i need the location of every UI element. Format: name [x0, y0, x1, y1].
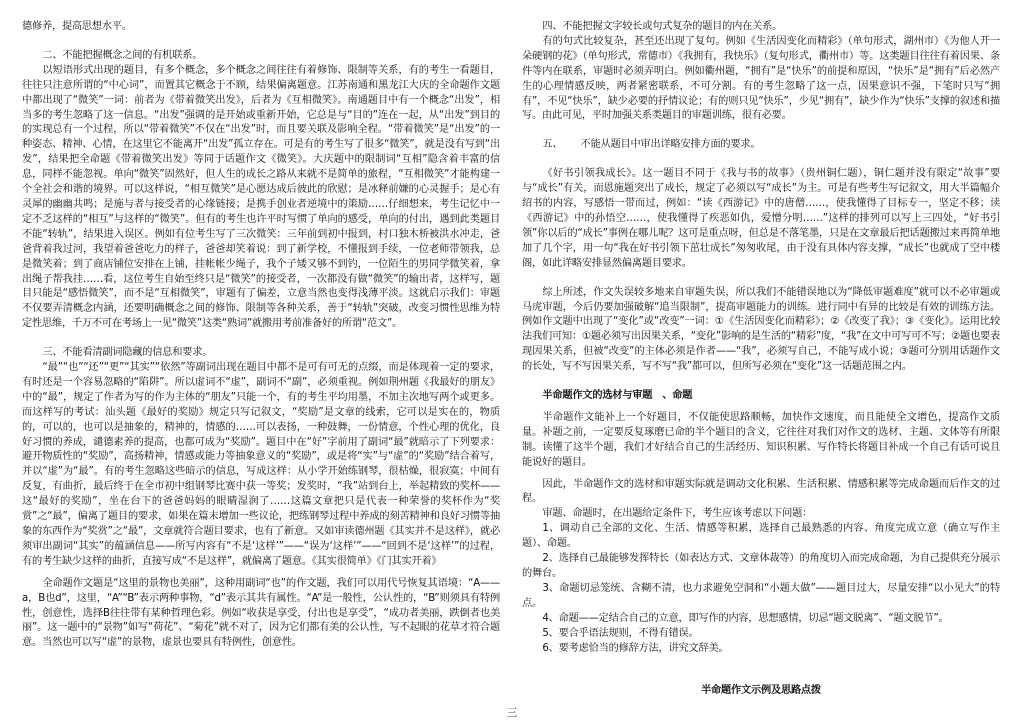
- paragraph: 德修养，提高思想水平。: [22, 21, 132, 32]
- spacer: [522, 656, 1000, 670]
- list-item: 6、要考虑恰当的修辞方法，讲究文辞美。: [542, 642, 729, 654]
- spacer: [522, 375, 1000, 389]
- section-heading-7: 半命题作文示例及思路点拨: [701, 685, 821, 697]
- spacer: [522, 124, 1000, 138]
- section-heading-4: 四、不能把握文字较长或句式复杂的题目的内在关系。: [542, 21, 783, 32]
- heading-number: 五、: [542, 139, 563, 151]
- spacer: [22, 570, 500, 577]
- section-heading-3: 三、不能看清副词隐藏的信息和要求。: [42, 347, 213, 359]
- list-item: 3、命题切忌笼统、含糊不清，也力求避免空洞和“小题大做”——题目过大，尽量安排“以小见大”的特点。: [522, 582, 1000, 609]
- list-item: 5、要合乎语法规则，不得有错误。: [542, 627, 699, 639]
- paragraph: 有的句式比较复杂，甚至还出现了复句。例如《生活因变化而精彩》（单句形式，湖州市）《为他人开一朵硬钢的花》（单句形式，常德市）《我拥有，我快乐》（复句形式，衢州市）等。这类题目往往有着因果、条件等内在联系，审题时必须弄明白。例如衢州题，“拥有”是“快乐”的前提和原因，“快乐”是“拥有”后必然产生的心理情感反映，两者紧密联系，不可分割。有的考生忽略了这一点，因果意识不强，下笔时只写“拥有”，不见“快乐”，缺少必要的抒情议论；有的则只见“快乐”，少见“拥有”，缺少作为“快乐”支撑的叙述和描写。由此可见，平时加强关系类题目的审题训练，很有必要。: [522, 35, 1000, 122]
- paragraph: 综上所述，作文失误较多地来自审题失误，所以我们不能错误地以为“降低审题难度”就可以不必审题或马虎审题，今后仍要加强破解“追当限制”，提高审题能力的训练。进行同中有异的比较是有效的训练方法。例如作文题中出现了“变化”或“改变”一词：①《生活因变化而精彩》；②《改变了我》；③《变化》。运用比较法我们可知：①题必须写出因果关系，“变化”影响的是生活的“精彩”度，“我”在文中可写可不写；②题也要表现因果关系，但被“改变”的主体必须是作者——“我”，必须写自己，不能写成小说；③题可分别用话题作文的长处，写不写因果关系，写不写“我”都可以，但所写必须在“变化”这一话题范围之内。: [522, 286, 1000, 373]
- heading-text: 、命题: [662, 390, 693, 402]
- paragraph: 因此，半命题作文的选材和审题实际就是调动文化积累、生活积累、情感积累等完成命题而后作文的过程。: [522, 478, 1000, 505]
- spacer: [522, 670, 1000, 684]
- spacer: [522, 272, 1000, 286]
- paragraph: 半命题作文能补上一个好题目，不仅能使思路顺畅，加快作文速度，而且能使全文增色，提高作文质量。补题之前，一定要反复琢磨已命的半个题目的含义，它往往对我们对作文的选材、主题、文体等有所限制。读懂了这半个题，我们才好结合自己的生活经历、知识积累、写作特长将题目补成一个自己有话可说且能说好的题目。: [522, 411, 1000, 468]
- list-item: 1、调动自己全部的文化、生活、情感等积累，选择自己最熟悉的内容、角度完成立意（确立写作主题）、命题。: [522, 523, 1000, 550]
- spacer: [22, 332, 500, 346]
- list-item: 2、选择自己最能够发挥特长（如表达方式、文章体裁等）的角度切入而完成命题，为自己提供充分展示的舞台。: [522, 553, 1000, 579]
- spacer: [22, 35, 500, 49]
- paragraph: 以短语形式出现的题目，有多个概念，多个概念之间往往有着修饰、限制等关系，有的考生一看题目，往往只注意所谓的“中心词”，而置其它概念于不顾，结果偏离题意。江苏南通和黑龙江大庆的全命题作文题中都出现了“微笑”一词：前者为《带着微笑出发》，后者为《互相微笑》。南通题目中有一个概念“出发”，相当多的考生忽略了这一信息。“出发”强调的是开始或重新开始，它总是与“目的”连在一起，从“出发”到目的的实现总有一个过程，所以“带着微笑”不仅在“出发”时，而且要关联及影响全程。“带着微笑”是“出发”的一种姿态、精神、心情，在这里它不能离开“出发”孤立存在。可是有的考生写了很多“微笑”，就是没有写到“出发”，结果把全命题《带着微笑出发》等同于话题作文《微笑》。大庆题中的限制词“互相”隐含着丰富的信息，同样不能忽视。单向“微笑”固然好，但人生的成长之路从来就不是简单的旅程，“互相微笑”才能构建一个全社会和谐的境界。可以这样说，“相互微笑”是心愿达成后彼此的欣慰；是冰释前嫌的心灵握手；是心有灵犀的幽幽共鸣；是施与者与接受者的心缘链接；是携手创业者逆境中的策励……仔细想来，考生记忆中一定不乏这样的“相互”与这样的“微笑”。但有的考生也许平时写惯了单向的感受，单向的付出，遇到此类题目不能“转轨”，结果进入误区。例如有位考生写了三次微笑：三年前到初中报到，村口独木桥被洪水冲走，爸爸背着我过河，我望着爸爸吃力的样子，爸爸却笑着说：到了新学校，不懂报到手续，一位老师带领我，总是微笑着；到了商店铺位安排在上铺，挂帐帐少绳子，我个子矮又够不到钓，一位陌生的男同学微笑着，拿出绳子帮我挂……看，这位考生自始至终只是“微笑”的接受者，一次都没有做“微笑”的输出者，这样写，题目只能是“感悟微笑”，而不是“互相微笑”，审题有了偏差，立意当然也变得浅薄平淡。这就启示我们：审题不仅要弄清概念内涵，还要明确概念之间的修饰、限制等各种关系，善于“转轨”突破，改变习惯性思维为特定性思维，千万不可在考场上一见“微笑”这类“熟词”就搬用考前准备好的所谓“范文”。: [22, 64, 500, 330]
- spacer: [522, 404, 1000, 411]
- spacer: [522, 471, 1000, 478]
- right-column: [522, 20, 1000, 699]
- section-heading-6: [522, 389, 1000, 404]
- spacer: [522, 153, 1000, 167]
- paragraph: 全命题作文题是“这里的景物也美丽”，这种用副词“也”的作文题，我们可以用代号恢复其语境：“A——a，B也d”，这里，“A”“B”表示两种事物，“d”表示其共有属性。“A”是一般性，公认性的，“B”则须具有特例性，创意性，选择B往往带有某种哲理色彩。例如“收获是享受，付出也是享受”，“成功者美丽，跌倒者也美丽”。这一题中的“景物”如写“荷花”、“菊花”就不对了，因为它们都有美的公认性，写不起眼的花草才符合题意。当然也可以写“虚”的景物，虚景也要具有特例性，创意性。: [22, 577, 500, 649]
- paragraph: “最”“也”“还”“更”“其实”“依然”等副词出现在题目中都不是可有可无的点缀，而是体现着一定的要求，有时还是一个容易忽略的“陷阱”。所以虚词不“虚”，副词不“副”，必须重视。例如荆州题《我最好的朋友》中的“最”，规定了作者为写的作为主体的“朋友”只能一个，有的考生平均用墨，不加主次地写两个或更多。而这样写的考试：汕头题《最好的奖励》规定只写记叙文，“奖励”是文章的线索，它可以是实在的，物质的，可以的，也可以是抽象的，精神的，情感的……可以表扬，一种鼓舞，一份情意，个性心理的优化，良好习惯的养成，谴德素养的提高，也都可成为“奖励”。题目中在“好”字前用了副词“最”就暗示了下列要求：避开物质性的“奖励”，高扬精神，情感或能力等抽象意义的“奖励”，或是将“实”与“虚”的“奖励”结合着写，并以“虚”为“最”。有的考生忽略这些暗示的信息，写成这样：从小学开始练钢琴，很枯燥，很寂寞；中间有反复，有曲折，最后终于在全市初中组钢琴比赛中获一等奖；发奖时，“我”站到台上，举起精致的奖杯——这“最好的奖励”，坐在台下的爸爸妈妈的眼睛湿润了……这篇文章把只是代表一种荣誉的奖杯作为“奖赏”之“最”，偏离了题目的要求，如果在篇末增加一些议论，把练钢琴过程中养成的刻苦精神和良好习惯等抽象的东西作为“奖赏”之“最”，文章就符合题目要求，也有了新意。又如审读德州题《其实并不是这样》，就必须审出副词“其实”的蕴涵信息——所写内容有“不是‘这样’”——“误为‘这样’”——“回到不是‘这样’”的过程，有的考生缺少这样的曲折，直接写成“不是这样”，就偏离了题意。《其实很简单》《门其实开着》: [22, 362, 500, 567]
- heading-text: 半命题作文的选材与审题: [542, 390, 653, 402]
- left-column: [22, 20, 500, 651]
- paragraph: 《好书引领我成长》。这一题目不同于《我与书的故事》（贵州铜仁题），铜仁题并没有限定“故事”要与“成长”有关，而恩施题突出了成长，规定了必须以写“成长”为主。可是有些考生写记叙文，用大半篇幅介绍书的内容，写感悟一带而过，例如：“读《西游记》中的唐僧……，使我懂得了目标专一，坚定不移；读《西游记》中的孙悟空……，使我懂得了疾恶如仇，爱憎分明……”这样的排列可以写上三四处，“好书引领”你以后的“成长”事例在哪儿呢？这可是重点呀，但总是不落笔墨，只是在文章最后把话题搬过来再简单地加了几个字，用一句“我在好书引领下茁壮成长”匆匆收尾，由于没有具体内容支撑，“成长”也就成了空中楼阁，如此详略安排显然偏离题目要求。: [522, 168, 1000, 269]
- page-number: 三: [506, 706, 518, 719]
- section-heading-5: [522, 138, 1000, 153]
- section-heading-2: 二、不能把握概念之间的有机联系。: [42, 49, 203, 61]
- list-item: 4、命题——定结合自己的立意，即写作的内容，思想感情，切忌“题文脱离”、“题文脱节”。: [542, 612, 949, 624]
- paragraph: 审题、命题时，在出题给定条件下，考生应该考虑以下问题：: [542, 508, 813, 520]
- heading-text: 不能从题目中审出详略安排方面的要求。: [580, 139, 761, 151]
